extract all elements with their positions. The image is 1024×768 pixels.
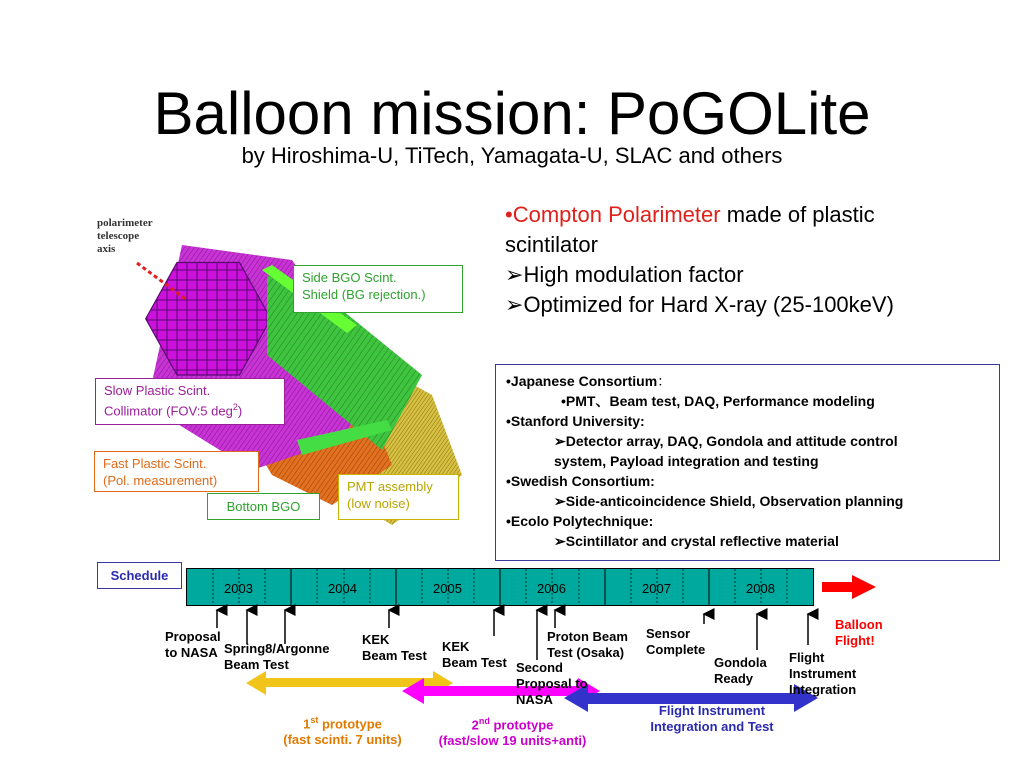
milestone-text: Test (Osaka) xyxy=(547,645,625,660)
second-prototype-label xyxy=(425,713,600,749)
consortium-text: Detector array, DAQ, Gondola and attitude control xyxy=(565,433,898,449)
prototype-num: 1 xyxy=(303,716,311,732)
milestone-gondola xyxy=(714,655,767,687)
prototype-word: prototype xyxy=(489,717,554,733)
bullet-text: High modulation factor xyxy=(523,262,744,287)
fast-plastic-line2: (Pol. measurement) xyxy=(103,473,218,488)
consortium-text: Side-anticoincidence Shield, Observation planning xyxy=(565,493,904,509)
arrow-bullet-icon: ➢ xyxy=(505,292,524,317)
milestone-proposal xyxy=(165,629,221,661)
milestone-sensor xyxy=(646,626,705,658)
consortium-line: •Swedish Consortium: xyxy=(506,473,655,489)
milestone-text: NASA xyxy=(516,692,553,707)
second-prototype-title xyxy=(425,713,600,733)
pmt-line1: PMT assembly xyxy=(347,479,433,494)
milestone-text: Proton Beam xyxy=(547,629,628,644)
first-prototype-title xyxy=(270,712,415,732)
slide-subtitle: by Hiroshima-U, TiTech, Yamagata-U, SLAC and others xyxy=(241,143,783,168)
milestone-kek1 xyxy=(362,632,427,664)
arrow-bullet-icon: ➢ xyxy=(554,433,566,449)
prototype-desc: (fast scinti. 7 units) xyxy=(283,732,402,748)
flight-instrument-label xyxy=(632,703,792,735)
milestone-text: Beam Test xyxy=(362,648,427,663)
bottom-bgo-label: Bottom BGO xyxy=(226,499,301,514)
consortium-line: system, Payload integration and testing xyxy=(554,453,819,469)
consortium-text: •Japanese Consortium xyxy=(506,373,658,389)
side-bgo-line2: Shield (BG rejection.) xyxy=(302,287,426,302)
arrow-bullet-icon: ➢ xyxy=(554,533,566,549)
year-label: 2006 xyxy=(537,581,566,596)
milestone-text: Spring8/Argonne xyxy=(224,641,330,656)
milestone-proton-beam xyxy=(547,629,628,661)
year-label: 2008 xyxy=(746,581,775,596)
milestone-text: Proposal xyxy=(165,629,221,644)
slow-plastic-sup: 2 xyxy=(232,402,238,412)
year-label: 2004 xyxy=(328,581,357,596)
prototype-num: 2 xyxy=(471,717,479,733)
prototype-sup: nd xyxy=(478,716,490,726)
axis-label-line1: polarimeter xyxy=(97,217,153,229)
flight-instrument-line1: Flight Instrument xyxy=(658,703,766,718)
schedule-label: Schedule xyxy=(97,562,182,589)
milestone-text: Instrument xyxy=(789,666,857,681)
milestone-text: Proposal to xyxy=(516,676,588,691)
milestone-text: Beam Test xyxy=(442,655,507,670)
compton-line2: scintilator xyxy=(505,232,598,257)
milestone-text: Second xyxy=(516,660,563,675)
milestone-text: Complete xyxy=(646,642,706,657)
balloon-flight-arrow xyxy=(822,575,876,599)
consortium-suffix: ： xyxy=(657,373,672,389)
arrow-bullet-icon: ➢ xyxy=(554,493,566,509)
consortium-line: •Stanford University: xyxy=(506,413,645,429)
pmt-line2: (low noise) xyxy=(347,496,410,511)
first-prototype-label xyxy=(270,712,415,748)
milestone-text: Integration xyxy=(789,682,857,697)
milestone-text: KEK xyxy=(362,632,390,647)
milestone-text: Beam Test xyxy=(224,657,289,672)
bullet-text: Optimized for Hard X-ray (25-100keV) xyxy=(523,292,894,317)
prototype-word: prototype xyxy=(318,716,382,732)
milestone-text: Gondola xyxy=(714,655,767,670)
milestone-text: Sensor xyxy=(646,626,691,641)
milestone-second-proposal xyxy=(516,660,588,708)
milestone-text: Flight xyxy=(789,650,825,665)
year-label: 2005 xyxy=(433,581,462,596)
consortium-line: •PMT、Beam test, DAQ, Performance modeling xyxy=(561,393,875,409)
milestone-text: KEK xyxy=(442,639,470,654)
consortium-line: •Ecolo Polytechnique: xyxy=(506,513,654,529)
slide-title: Balloon mission: PoGOLite xyxy=(153,80,871,147)
milestone-spring8 xyxy=(224,641,329,673)
side-bgo-line1: Side BGO Scint. xyxy=(302,270,397,285)
milestone-kek2 xyxy=(442,639,507,671)
milestone-balloon-flight xyxy=(835,617,883,649)
slow-plastic-fov: Collimator (FOV:5 deg xyxy=(104,403,233,419)
arrow-bullet-icon: ➢ xyxy=(505,262,524,287)
prototype-desc: (fast/slow 19 units+anti) xyxy=(438,733,587,749)
slow-plastic-line1: Slow Plastic Scint. xyxy=(104,383,211,398)
prototype-sup: st xyxy=(310,715,319,725)
year-label: 2003 xyxy=(224,581,253,596)
flight-instrument-line2: Integration and Test xyxy=(650,719,774,734)
fast-plastic-line1: Fast Plastic Scint. xyxy=(103,456,207,471)
milestone-text: Ready xyxy=(714,671,754,686)
year-label: 2007 xyxy=(642,581,671,596)
milestone-text: to NASA xyxy=(165,645,218,660)
milestone-text: Balloon xyxy=(835,617,883,632)
consortium-text: Scintillator and crystal reflective material xyxy=(565,533,839,549)
compton-rest-text: made of plastic xyxy=(720,202,875,227)
axis-label-line3: axis xyxy=(97,243,116,255)
milestone-flight-integration xyxy=(789,650,856,698)
axis-label-line2: telescope xyxy=(97,230,140,242)
compton-red-text: •Compton Polarimeter xyxy=(505,202,721,227)
milestone-text: Flight! xyxy=(835,633,875,648)
slow-plastic-close: ) xyxy=(237,403,243,419)
